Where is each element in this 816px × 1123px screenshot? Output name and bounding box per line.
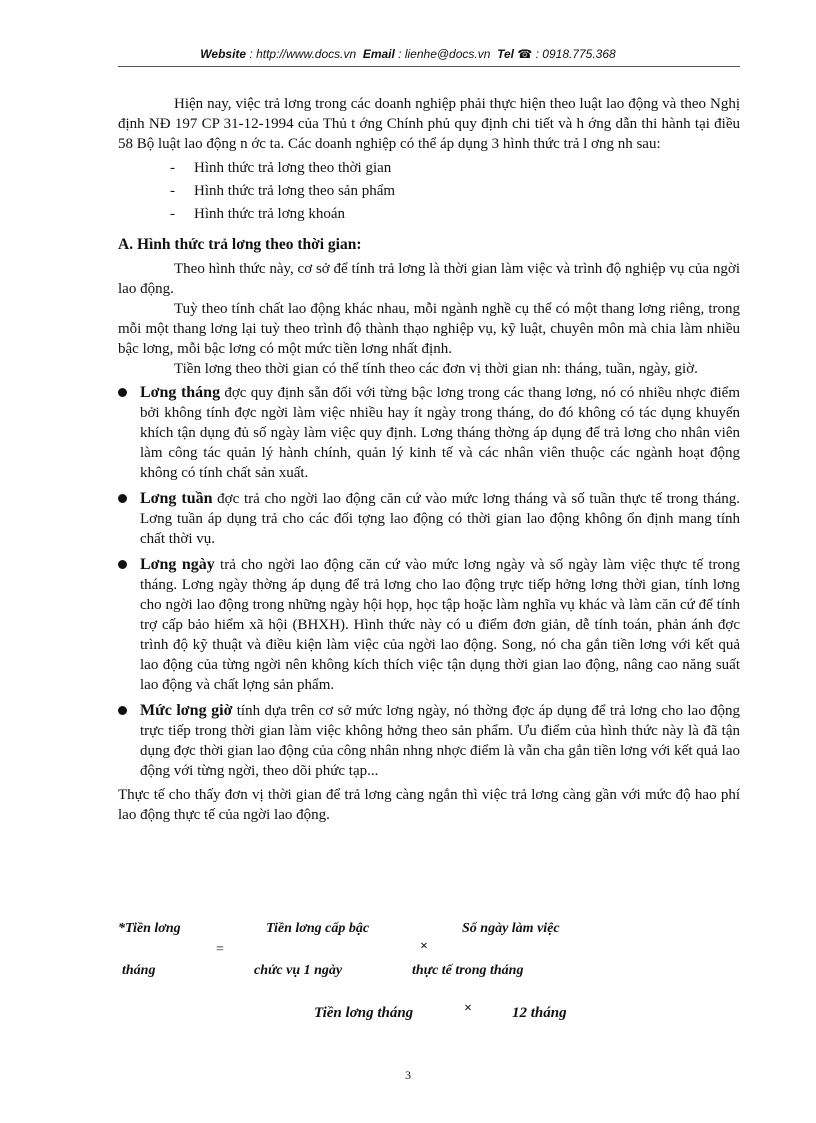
annual-right: 12 tháng bbox=[512, 1005, 567, 1021]
description: đợc trả cho ngời lao động căn cứ vào mức lơng tháng và số tuần thực tế trong tháng. Lơng tuần áp dụng trả cho các đối tợng lao động có thời gian lao động không ổn định mang tính chất thời vụ. bbox=[140, 491, 740, 547]
formula-lhs-line2: tháng bbox=[122, 963, 156, 978]
term: Lơng tháng bbox=[140, 384, 221, 401]
paragraph: Theo hình thức này, cơ sở để tính trả lơng là thời gian làm việc và trình độ nghiệp vụ của ngời lao động. bbox=[118, 261, 740, 297]
list-item bbox=[118, 204, 740, 227]
equals-sign: = bbox=[216, 942, 224, 957]
page-number: 3 bbox=[405, 1068, 411, 1082]
term: Mức lơng giờ bbox=[140, 702, 233, 719]
formula-lhs-line1: *Tiền lơng bbox=[118, 921, 181, 936]
form-label: Hình thức trả lơng theo sản phẩm bbox=[194, 183, 396, 199]
term: Lơng ngày bbox=[140, 556, 215, 573]
list-item bbox=[118, 383, 740, 483]
tel-label: Tel bbox=[497, 47, 514, 61]
list-item bbox=[118, 489, 740, 549]
multiply-sign: × bbox=[420, 939, 428, 954]
form-label: Hình thức trả lơng khoán bbox=[194, 206, 346, 222]
bullet-icon bbox=[118, 706, 127, 715]
wage-forms-list bbox=[118, 158, 740, 227]
bullet-icon bbox=[118, 560, 127, 569]
paragraph: Tiền lơng theo thời gian có thể tính theo các đơn vị thời gian nh: tháng, tuần, ngày, giờ. bbox=[174, 361, 698, 377]
document-body bbox=[118, 94, 740, 825]
formula-days-line2: thực tế trong tháng bbox=[412, 963, 524, 978]
paragraph: Tuỳ theo tính chất lao động khác nhau, mỗi ngành nghề cụ thể có một thang lơng riêng, trong mỗi một thang lơng lại tuỳ theo trình độ thành thạo nghiệp vụ, kỹ luật, chuyên môn mà chia làm nhiều bậc lơng, mỗi bậc lơng có một mức tiền lơng nhất định. bbox=[118, 301, 740, 357]
dash-marker: - bbox=[170, 183, 175, 199]
list-item bbox=[118, 158, 740, 181]
annual-multiply-sign: × bbox=[464, 1001, 472, 1016]
page-header bbox=[0, 47, 816, 61]
description: tính dựa trên cơ sở mức lơng ngày, nó thờng đợc áp dụng để trả lơng cho lao động trực tiếp trong thời gian làm việc không hởng theo sản phẩm. Ưu điểm của hình thức này là đã tận dụng đợc thời gian lao động của công nhân nhng nhợc điểm là vẫn cha gắn tiền lơng với kết quả lao động với từng ngời, theo dõi phức tạp... bbox=[140, 703, 741, 779]
bullet-icon bbox=[118, 388, 127, 397]
description: đợc quy định sẵn đối với từng bậc lơng trong các thang lơng, nó có nhiều nhợc điểm bởi không tính đợc ngời làm việc nhiều hay ít ngày trong tháng, do đó không có tác dụng khuyến khích tận dụng đủ số ngày làm việc quy định. Lơng tháng thờng áp dụng để trả lơng cho nhân viên làm công tác quản lý hành chính, quản lý kinh tế và các nhân viên thuộc các ngành hoạt động không có tính chất sản xuất. bbox=[140, 385, 740, 481]
list-item bbox=[118, 181, 740, 204]
phone-icon: ☎ bbox=[517, 47, 533, 61]
formula-rate-line2: chức vụ 1 ngày bbox=[254, 963, 343, 978]
header-divider bbox=[118, 66, 740, 67]
intro-paragraph: Hiện nay, việc trả lơng trong các doanh nghiệp phải thực hiện theo luật lao động và theo Nghị định NĐ 197 CP 31-12-1994 của Thủ t ớng Chính phủ quy định chi tiết và h ớng dẫn thi hành tại điều 58 Bộ luật lao động n ớc ta. Các doanh nghiệp có thể áp dụng 3 hình thức trả l ơng nh sau: bbox=[118, 96, 740, 152]
website-value: : http://www.docs.vn bbox=[249, 47, 357, 61]
form-label: Hình thức trả lơng theo thời gian bbox=[194, 160, 392, 176]
wage-formula bbox=[118, 915, 740, 1025]
formula-days-line1: Số ngày làm việc bbox=[462, 921, 560, 936]
bullet-icon bbox=[118, 494, 127, 503]
section-a-heading: A. Hình thức trả lơng theo thời gian: bbox=[118, 236, 362, 253]
paragraph: Thực tế cho thấy đơn vị thời gian để trả lơng càng ngắn thì việc trả lơng càng gần với mức độ hao phí lao động thực tế của ngời lao động. bbox=[118, 787, 740, 823]
email-label: Email bbox=[362, 47, 395, 61]
dash-marker: - bbox=[170, 206, 175, 222]
wage-types-list bbox=[118, 383, 740, 781]
tel-value: : 0918.775.368 bbox=[535, 47, 616, 61]
email-value: : lienhe@docs.vn bbox=[398, 47, 491, 61]
dash-marker: - bbox=[170, 160, 175, 176]
term: Lơng tuần bbox=[140, 490, 213, 507]
description: trả cho ngời lao động căn cứ vào mức lơng ngày và số ngày làm việc thực tế trong tháng. Lơng ngày thờng áp dụng để trả lơng cho lao động trực tiếp hởng lơng thời gian, tính lơng cho ngời lao động trong những ngày hội họp, học tập hoặc làm nghĩa vụ khác và làm căn cứ để tính trợ cấp bảo hiểm xã hội (BHXH). Hình thức này có u điểm đơn giản, dễ tính toán, phản ánh đợc trình độ kỹ thuật và điều kiện làm việc của ngời lao động. Song, nó cha gắn tiền lơng với kết quả lao động của từng ngời nên không kích thích việc tận dụng thời gian lao động, nâng cao năng suất lao động và chất lợng sản phẩm. bbox=[140, 557, 741, 693]
list-item bbox=[118, 555, 740, 695]
website-label: Website bbox=[200, 47, 247, 61]
annual-left: Tiền lơng tháng bbox=[314, 1005, 414, 1021]
list-item bbox=[118, 701, 740, 781]
formula-rate-line1: Tiền lơng cấp bậc bbox=[266, 921, 370, 936]
